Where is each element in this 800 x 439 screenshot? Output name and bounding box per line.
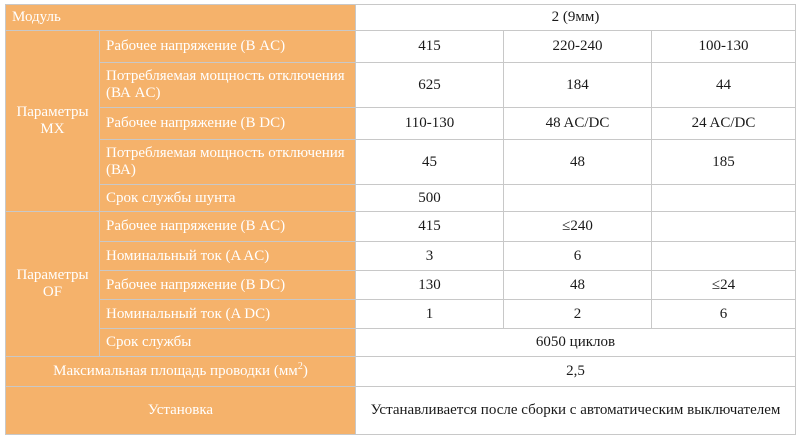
of-cell: 2	[504, 300, 652, 329]
of-row-label: Номинальный ток (A AC)	[100, 242, 356, 271]
of-row-label: Срок службы	[100, 329, 356, 357]
table-row	[6, 212, 796, 242]
mx-cell: 24 AC/DC	[652, 108, 796, 140]
table-row	[6, 140, 796, 185]
mx-row-label: Срок службы шунта	[100, 185, 356, 212]
row-module	[6, 5, 796, 31]
wire-area-label-sup: 2	[297, 361, 303, 372]
of-group-label: Параметры OF	[6, 212, 100, 357]
mx-cell	[504, 185, 652, 212]
of-cell: 130	[356, 271, 504, 300]
row-wire-area	[6, 357, 796, 387]
wire-area-label-text: Максимальная площадь проводки (мм	[53, 363, 298, 379]
of-row-label: Номинальный ток (A DC)	[100, 300, 356, 329]
mx-cell: 500	[356, 185, 504, 212]
mx-row-label: Потребляемая мощность отключения (ВА)	[100, 140, 356, 185]
of-row-label: Рабочее напряжение (В AC)	[100, 212, 356, 242]
wire-area-value: 2,5	[356, 357, 796, 387]
of-cell: ≤24	[652, 271, 796, 300]
table-row	[6, 31, 796, 63]
module-label: Модуль	[6, 5, 356, 31]
of-cell: 6	[504, 242, 652, 271]
table-row	[6, 63, 796, 108]
mx-cell: 48 AC/DC	[504, 108, 652, 140]
wire-area-label	[6, 357, 356, 387]
mx-row-label: Рабочее напряжение (В DC)	[100, 108, 356, 140]
table-row	[6, 108, 796, 140]
of-cell: 415	[356, 212, 504, 242]
of-cell: 1	[356, 300, 504, 329]
specifications-table	[5, 4, 796, 435]
installation-value: Устанавливается после сборки с автоматическим выключателем	[356, 387, 796, 435]
installation-label: Установка	[6, 387, 356, 435]
mx-cell: 185	[652, 140, 796, 185]
of-cell: 48	[504, 271, 652, 300]
of-cell: 6	[652, 300, 796, 329]
mx-cell: 45	[356, 140, 504, 185]
table-row	[6, 271, 796, 300]
of-cell	[652, 242, 796, 271]
mx-cell: 48	[504, 140, 652, 185]
mx-row-label: Рабочее напряжение (В AC)	[100, 31, 356, 63]
of-service-life-value: 6050 циклов	[356, 329, 796, 357]
of-cell: ≤240	[504, 212, 652, 242]
mx-cell	[652, 185, 796, 212]
mx-cell: 220-240	[504, 31, 652, 63]
row-installation	[6, 387, 796, 435]
mx-cell: 625	[356, 63, 504, 108]
table-row	[6, 242, 796, 271]
mx-cell: 100-130	[652, 31, 796, 63]
table-row	[6, 300, 796, 329]
wire-area-label-end: )	[302, 363, 308, 379]
module-value: 2 (9мм)	[356, 5, 796, 31]
table-row	[6, 185, 796, 212]
mx-cell: 184	[504, 63, 652, 108]
of-row-label: Рабочее напряжение (В DC)	[100, 271, 356, 300]
table-row	[6, 329, 796, 357]
mx-row-label: Потребляемая мощность отключения (ВА AC)	[100, 63, 356, 108]
mx-cell: 44	[652, 63, 796, 108]
of-cell: 3	[356, 242, 504, 271]
mx-cell: 110-130	[356, 108, 504, 140]
mx-group-label: Параметры MX	[6, 31, 100, 212]
of-cell	[652, 212, 796, 242]
mx-cell: 415	[356, 31, 504, 63]
